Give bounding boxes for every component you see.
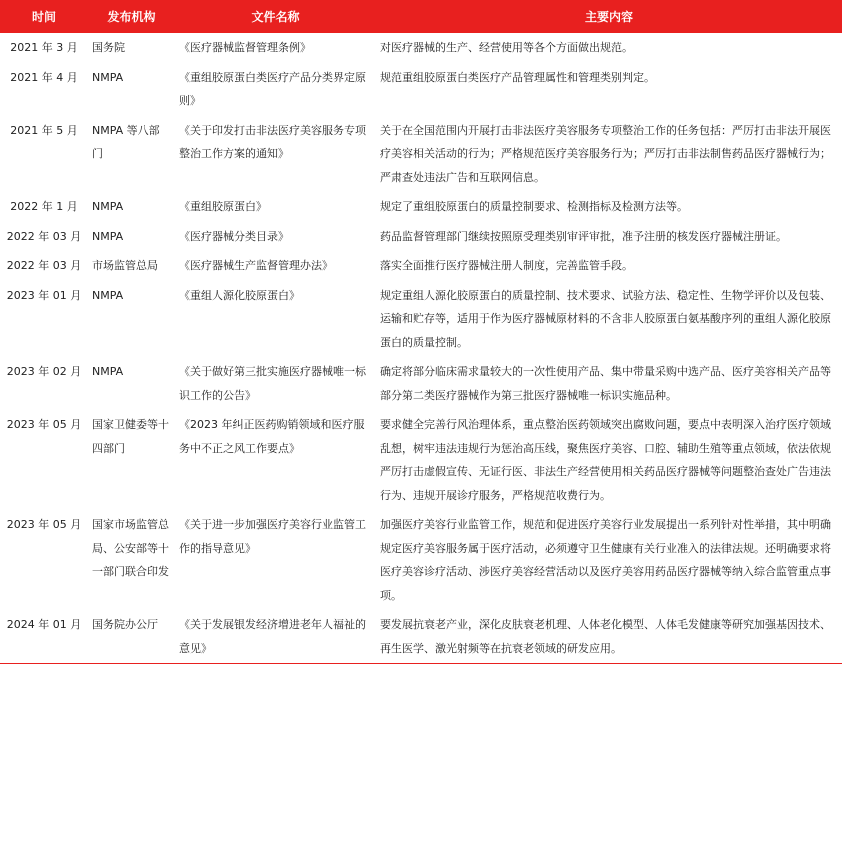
header-content: 主要内容 bbox=[376, 0, 842, 33]
row-doc: 《关于发展银发经济增进老年人福祉的意见》 bbox=[175, 610, 376, 664]
row-date: 2021 年 3 月 bbox=[10, 41, 78, 54]
row-org: 国家市场监管总局、公安部等十一部门联合印发 bbox=[92, 518, 169, 578]
row-content: 加强医疗美容行业监管工作，规范和促进医疗美容行业发展提出一系列针对性举措，其中明确规定医疗美容服务属于医疗活动，必须遵守卫生健康有关行业准入的法律法规。还明确要求将医疗美容诊疗活动、涉医疗美容经营活动以及医疗美容用药品医疗器械等纳入综合监管重点事项。 bbox=[380, 518, 831, 602]
row-doc: 《医疗器械监督管理条例》 bbox=[179, 41, 311, 54]
row-content: 确定将部分临床需求量较大的一次性使用产品、集中带量采购中选产品、医疗美容相关产品等部分第二类医疗器械作为第三批医疗器械唯一标识实施品种。 bbox=[380, 365, 831, 402]
row-content: 要求健全完善行风治理体系，重点整治医药领域突出腐败问题，要点中表明深入治疗医疗领域乱想，树牢违法违规行为惩治高压线，聚焦医疗美容、口腔、辅助生殖等重点领域，依法依规严厉打击虚假宣传、无证行医、非法生产经营使用相关药品医疗器械等问题整治查处广告违法行为、违规开展诊疗服务，严格规范收费行为。 bbox=[380, 418, 831, 502]
row-date: 2021 年 5 月 bbox=[10, 123, 78, 137]
row-org: NMPA bbox=[92, 229, 124, 243]
row-content: 药品监督管理部门继续按照原受理类别审评审批，准予注册的核发医疗器械注册证。 bbox=[380, 229, 787, 243]
row-content: 规定了重组胶原蛋白的质量控制要求、检测指标及检测方法等。 bbox=[380, 200, 688, 213]
table-row bbox=[0, 510, 842, 610]
row-org: 市场监管总局 bbox=[92, 259, 158, 272]
row-date: 2022 年 03 月 bbox=[6, 229, 82, 243]
row-content: 落实全面推行医疗器械注册人制度，完善监管手段。 bbox=[380, 259, 633, 272]
row-content: 关于在全国范围内开展打击非法医疗美容服务专项整治工作的任务包括：严厉打击非法开展医疗美容相关活动的行为；严格规范医疗美容服务行为；严厉打击非法制售药品医疗器械行为；严肃查处违法广告和互联网信息。 bbox=[380, 123, 831, 184]
table-row bbox=[0, 222, 842, 252]
row-date: 2022 年 03 月 bbox=[6, 259, 82, 272]
row-content: 要发展抗衰老产业，深化皮肤衰老机理、人体老化模型、人体毛发健康等研究加强基因技术、再生医学、激光射频等在抗衰老领域的研发应用。 bbox=[376, 610, 842, 664]
table-header-row bbox=[0, 0, 842, 33]
row-doc: 《医疗器械分类目录》 bbox=[179, 229, 289, 243]
row-doc: 《关于进一步加强医疗美容行业监管工作的指导意见》 bbox=[179, 518, 366, 555]
row-org: NMPA bbox=[92, 200, 124, 213]
table-row bbox=[0, 63, 842, 116]
table-row bbox=[0, 357, 842, 410]
row-date: 2023 年 01 月 bbox=[6, 288, 82, 302]
row-org: NMPA bbox=[92, 70, 124, 84]
table-row bbox=[0, 610, 842, 664]
row-doc: 《2023 年纠正医药购销领域和医疗服务中不正之风工作要点》 bbox=[179, 418, 365, 455]
table-row bbox=[0, 251, 842, 281]
row-date: 2023 年 05 月 bbox=[6, 518, 82, 531]
header-org: 发布机构 bbox=[88, 0, 175, 33]
row-org: NMPA bbox=[92, 288, 124, 302]
row-content: 规范重组胶原蛋白类医疗产品管理属性和管理类别判定。 bbox=[380, 70, 655, 84]
row-date: 2023 年 05 月 bbox=[6, 418, 82, 431]
row-doc: 《重组胶原蛋白类医疗产品分类界定原则》 bbox=[179, 70, 366, 107]
row-doc: 《重组人源化胶原蛋白》 bbox=[179, 288, 300, 302]
row-doc: 《重组胶原蛋白》 bbox=[179, 200, 267, 213]
header-doc: 文件名称 bbox=[175, 0, 376, 33]
row-date: 2024 年 01 月 bbox=[0, 610, 88, 664]
row-org: 国务院办公厅 bbox=[88, 610, 175, 664]
row-date: 2022 年 1 月 bbox=[10, 200, 78, 213]
row-org: 国家卫健委等十四部门 bbox=[92, 418, 169, 455]
table-row bbox=[0, 33, 842, 63]
table-row bbox=[0, 281, 842, 358]
row-date: 2021 年 4 月 bbox=[10, 70, 78, 84]
row-date: 2023 年 02 月 bbox=[6, 365, 82, 378]
table-row bbox=[0, 410, 842, 510]
row-org: NMPA bbox=[92, 365, 124, 378]
row-org: 国务院 bbox=[92, 41, 125, 54]
table-row bbox=[0, 192, 842, 222]
table-row bbox=[0, 116, 842, 193]
row-content: 规定重组人源化胶原蛋白的质量控制、技术要求、试验方法、稳定性、生物学评价以及包装、运输和贮存等，适用于作为医疗器械原材料的不含非人胶原蛋白氨基酸序列的重组人源化胶原蛋白的质量控制。 bbox=[380, 288, 831, 349]
header-time: 时间 bbox=[0, 0, 88, 33]
row-doc: 《关于印发打击非法医疗美容服务专项整治工作方案的通知》 bbox=[179, 123, 366, 160]
row-content: 对医疗器械的生产、经营使用等各个方面做出规范。 bbox=[380, 41, 633, 54]
row-org: NMPA 等八部门 bbox=[92, 123, 160, 160]
row-doc: 《医疗器械生产监督管理办法》 bbox=[179, 259, 333, 272]
row-doc: 《关于做好第三批实施医疗器械唯一标识工作的公告》 bbox=[179, 365, 366, 402]
